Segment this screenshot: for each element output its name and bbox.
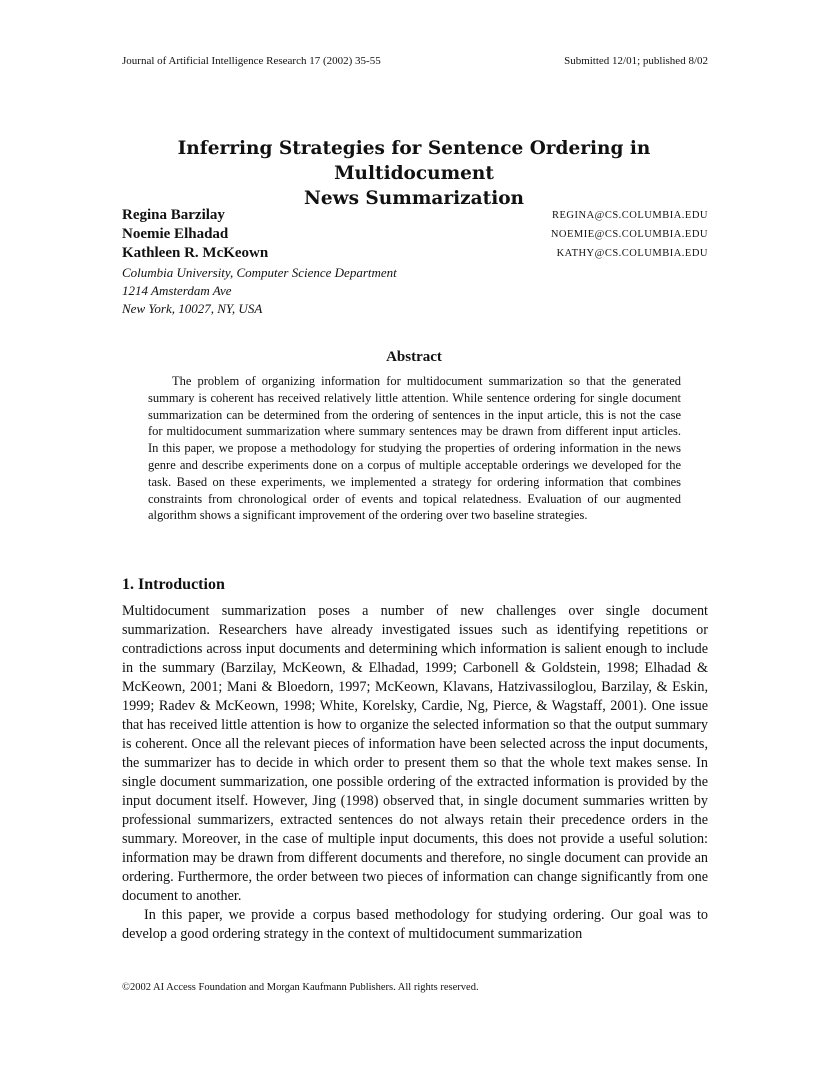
author-email: NOEMIE@CS.COLUMBIA.EDU — [550, 229, 708, 240]
running-header — [122, 55, 708, 69]
author-name: Regina Barzilay — [122, 207, 225, 223]
author-name: Kathleen R. McKeown — [122, 245, 269, 261]
author-email: REGINA@CS.COLUMBIA.EDU — [551, 210, 708, 221]
abstract-text: The problem of organizing information for multidocument summarization so that the generated summary is coherent has received relatively little attention. While sentence ordering for single document summarization can be determined from the ordering of sentences in the input article, this is not the case for multidocument summarization where summary sentences may be drawn from different input articles. In this paper, we propose a methodology for studying the properties of ordering information in the news genre and describe experiments done on a corpus of multiple acceptable orderings we developed for the task. Based on these experiments, we implemented a strategy for ordering information that combines constraints from chronological order of events and topical relatedness. Evaluation of our augmented algorithm shows a significant improvement of the ordering over two baseline strategies. — [148, 374, 681, 523]
author-email: KATHY@CS.COLUMBIA.EDU — [556, 248, 708, 259]
author-row — [122, 207, 708, 226]
affiliation-line: New York, 10027, NY, USA — [122, 301, 263, 316]
author-name: Noemie Elhadad — [122, 226, 229, 242]
submission-dates: Submitted 12/01; published 8/02 — [564, 55, 708, 67]
paper-title — [100, 136, 728, 211]
author-row — [122, 226, 708, 245]
copyright-notice: ©2002 AI Access Foundation and Morgan Kaufmann Publishers. All rights reserved. — [122, 982, 479, 993]
paragraph: In this paper, we provide a corpus based methodology for studying ordering. Our goal was to develop a good ordering strategy in the context of multidocument summarization — [122, 907, 708, 942]
affiliation — [122, 264, 708, 318]
introduction-body — [122, 602, 708, 944]
affiliation-line: 1214 Amsterdam Ave — [122, 283, 232, 298]
author-row — [122, 245, 708, 264]
author-block — [122, 207, 708, 318]
journal-citation: Journal of Artificial Intelligence Research 17 (2002) 35-55 — [122, 55, 381, 67]
abstract-heading: Abstract — [386, 349, 442, 365]
paragraph: Multidocument summarization poses a number of new challenges over single document summarization. Researchers have already investigated issues such as identifying repetitions or contradictions across input documents and determining which information is salient enough to include in the summary (Barzilay, McKeown, & Elhadad, 1999; Carbonell & Goldstein, 1998; Elhadad & McKeown, 2001; Mani & Bloedorn, 1997; McKeown, Klavans, Hatzivassiloglou, Barzilay, & Eskin, 1999; Radev & McKeown, 1998; White, Korelsky, Cardie, Ng, Pierce, & Wagstaff, 2001). One issue that has received little attention is how to organize the selected information so that the output summary is coherent. Once all the relevant pieces of information have been selected across the input documents, the summarizer has to decide in which order to present them so that the whole text makes sense. In single document summarization, one possible ordering of the extracted information is provided by the input document itself. However, Jing (1998) observed that, in single document summaries written by professional summarizers, extracted sentences do not always retain their precedence orders in the summary. Moreover, in the case of multiple input documents, this does not provide a useful solution: information may be drawn from different documents and therefore, no single document can provide an ordering. Furthermore, the order between two pieces of information can change significantly from one document to another. — [122, 603, 708, 904]
title-line-1: Inferring Strategies for Sentence Ordering in Multidocument — [177, 138, 651, 184]
section-heading-introduction: 1. Introduction — [122, 576, 225, 593]
title-line-2: News Summarization — [303, 188, 525, 209]
affiliation-line: Columbia University, Computer Science Department — [122, 265, 397, 280]
